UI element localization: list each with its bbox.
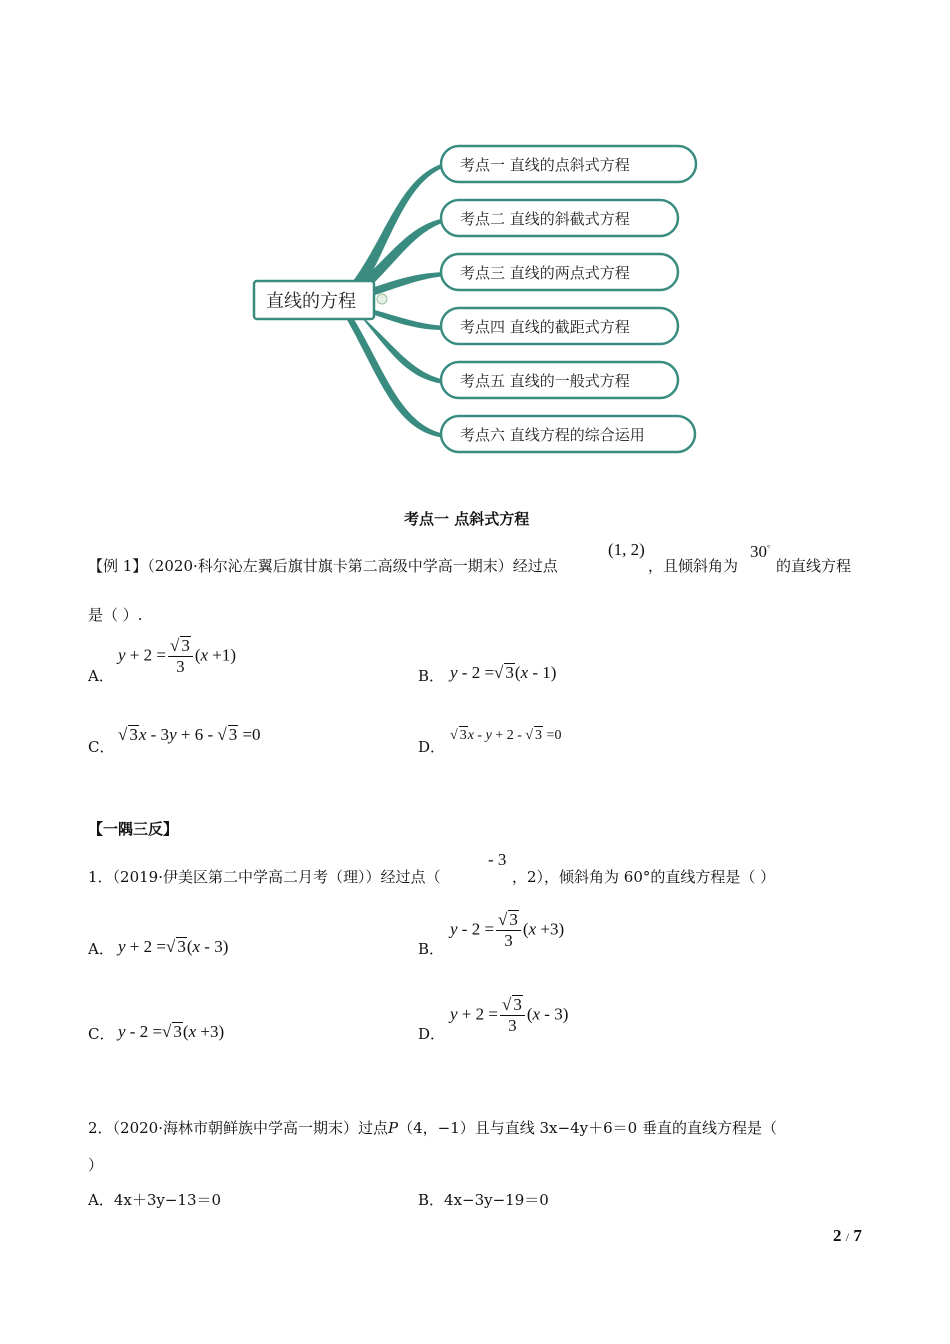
mindmap: [0, 0, 950, 480]
q2-option-b: B．4x−3y−19＝0: [418, 1191, 549, 1209]
q2-option-a: A．4x＋3y−13＝0: [88, 1191, 222, 1209]
ex1-option-a-label: A．: [88, 667, 114, 685]
section-title: 考点一 点斜式方程: [404, 510, 530, 528]
ex1-option-d-label: D．: [418, 738, 446, 756]
q1-option-c-math: y - 2 =√ 3(x +3): [118, 1022, 225, 1041]
mindmap-node-1: 考点一 直线的点斜式方程: [460, 156, 630, 174]
q2-line2: ）: [88, 1156, 104, 1174]
mindmap-node-5: 考点五 直线的一般式方程: [460, 372, 630, 390]
q1-prefix: 1．（2019·伊美区第二中学高二月考（理））经过点（: [88, 868, 441, 886]
ex1-option-d-math: √ 3x - y + 2 - √ 3 =0: [450, 728, 562, 743]
ex1-option-c-label: C．: [88, 738, 115, 756]
q1-option-d-math: y + 2 = $\frac{√ 3}{3}$ (x - 3): [450, 995, 569, 1035]
q2-line1: 2．（2020·海林市朝鲜族中学高一期末）过点P（4，−1）且与直线 3x−4y＋6＝0 垂直的直线方程是（: [88, 1119, 777, 1137]
mindmap-node-4: 考点四 直线的截距式方程: [460, 318, 630, 336]
ex1-option-b-math: y - 2 =√ 3(x - 1): [450, 663, 557, 682]
q1-option-a-label: A．: [88, 940, 114, 958]
q1-option-d-label: D．: [418, 1025, 446, 1043]
mindmap-node-2: 考点二 直线的斜截式方程: [460, 210, 630, 228]
q1-option-b-label: B．: [418, 940, 445, 958]
mindmap-root-label: 直线的方程: [266, 291, 356, 312]
page-number: 2 / 7: [833, 1226, 862, 1245]
example1-angle: 30°: [750, 542, 771, 561]
ex1-option-b-label: B．: [418, 667, 445, 685]
q1-option-b-math: y - 2 = $\frac{√ 3}{3}$ (x +3): [450, 910, 565, 950]
practice-title: 【一隅三反】: [88, 820, 179, 838]
example1-prefix: 【例 1】（2020·科尔沁左翼后旗甘旗卡第二高级中学高一期末）经过点: [88, 557, 558, 575]
q1-option-a-math: y + 2 =√ 3(x - 3): [118, 937, 229, 956]
example1-point: (1, 2): [608, 540, 645, 559]
ex1-option-c-math: √ 3x - 3y + 6 - √ 3 =0: [118, 725, 261, 744]
mindmap-node-6: 考点六 直线方程的综合运用: [460, 426, 645, 444]
q1-neg3: - 3: [488, 850, 507, 869]
q1-suffix: ，2），倾斜角为 60°的直线方程是（ ）: [512, 868, 776, 886]
example1-mid: ，且倾斜角为: [648, 557, 739, 575]
example1-line2: 是（ ）.: [88, 606, 143, 624]
ex1-option-a-math: y + 2 = $\frac{√ 3}{3}$ (x +1): [118, 636, 237, 676]
mindmap-node-3: 考点三 直线的两点式方程: [460, 264, 630, 282]
example1-suffix: 的直线方程: [776, 557, 852, 575]
q1-option-c-label: C．: [88, 1025, 115, 1043]
collapse-icon: [377, 294, 387, 304]
